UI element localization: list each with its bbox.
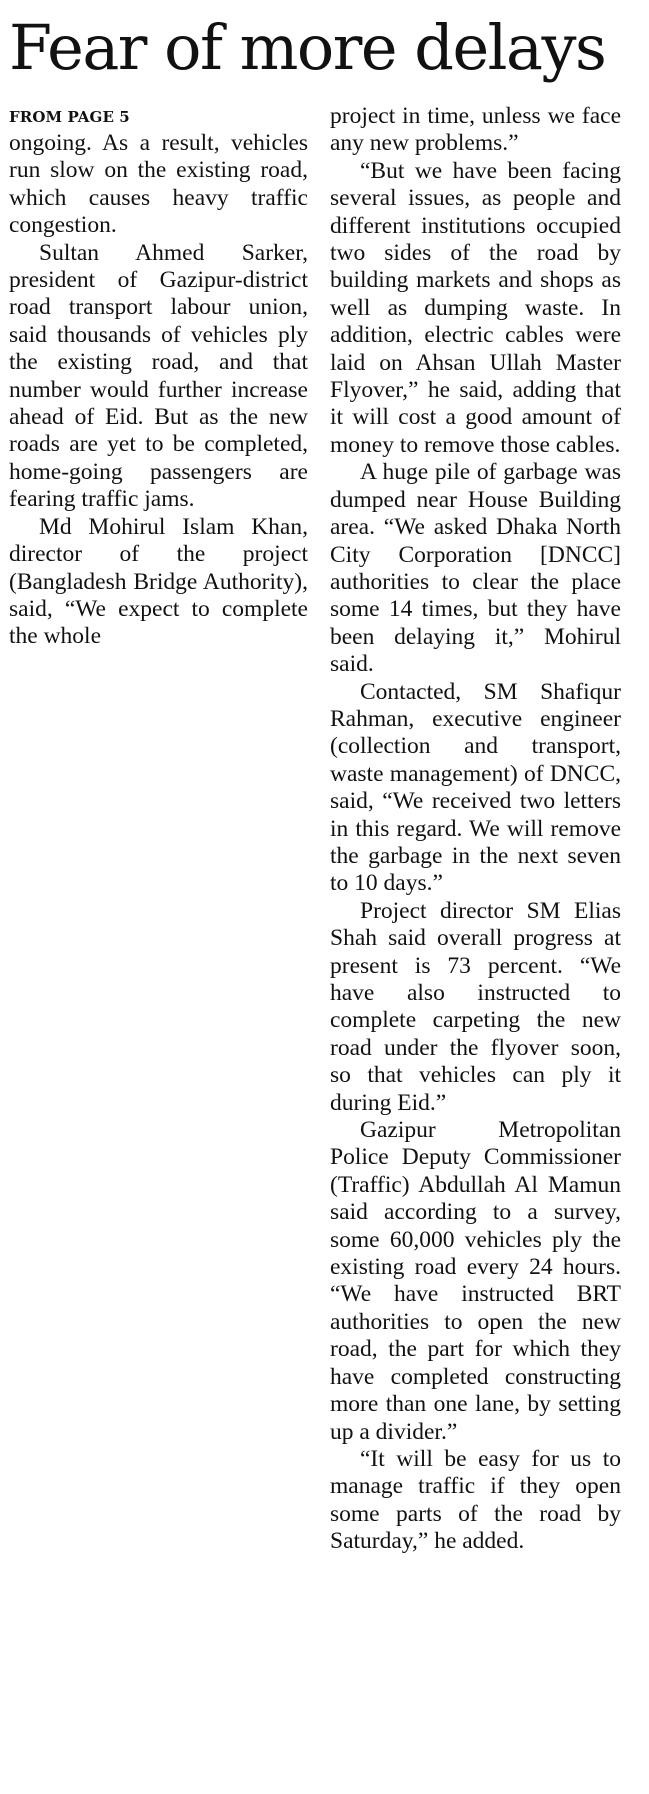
paragraph: Gazipur Metropolitan Police Deputy Commissioner (Traffic) Abdullah Al Mamun said according to a survey, some 60,000 vehicles ply the existing road every 24 hours. “We have instructed BRT authorities to open the new road, the part for which they have completed constructing more than one lane, by setting up a divider.” (330, 1117, 621, 1445)
paragraph: A huge pile of garbage was dumped near House Building area. “We asked Dhaka North City Corporation [DNCC] authorities to clear the place some 14 times, but they have been delaying it,” Mohirul said. (330, 459, 621, 678)
paragraph: Sultan Ahmed Sarker, president of Gazipur-district road transport labour union, said thousands of vehicles ply the existing road, and that number would further increase ahead of Eid. But as the new roads are yet to be completed, home-going passengers are fearing traffic jams. (9, 239, 308, 513)
left-column (9, 130, 308, 651)
paragraph: Project director SM Elias Shah said overall progress at present is 73 percent. “We have also instructed to complete carpeting the new road under the flyover soon, so that vehicles can ply it during Eid.” (330, 897, 621, 1116)
right-column (330, 103, 621, 1556)
paragraph: “But we have been facing several issues, as people and different institutions occupied two sides of the road by building markets and shops as well as dumping waste. In addition, electric cables were laid on Ahsan Ullah Master Flyover,” he said, adding that it will cost a good amount of money to remove those cables. (330, 157, 621, 458)
headline: Fear of more delays (9, 11, 606, 84)
paragraph: ongoing. As a result, vehicles run slow on the existing road, which causes heavy traffic congestion. (9, 130, 308, 239)
paragraph: Contacted, SM Shafiqur Rahman, executive engineer (collection and transport, waste management) of DNCC, said, “We received two letters in this regard. We will remove the garbage in the next seven to 10 days.” (330, 678, 621, 897)
paragraph: Md Mohirul Islam Khan, director of the project (Bangladesh Bridge Authority), said, “We expect to complete the whole (9, 513, 308, 650)
paragraph: “It will be easy for us to manage traffic if they open some parts of the road by Saturday,” he added. (330, 1445, 621, 1555)
paragraph: project in time, unless we face any new problems.” (330, 103, 621, 157)
jump-line: FROM PAGE 5 (9, 108, 130, 126)
